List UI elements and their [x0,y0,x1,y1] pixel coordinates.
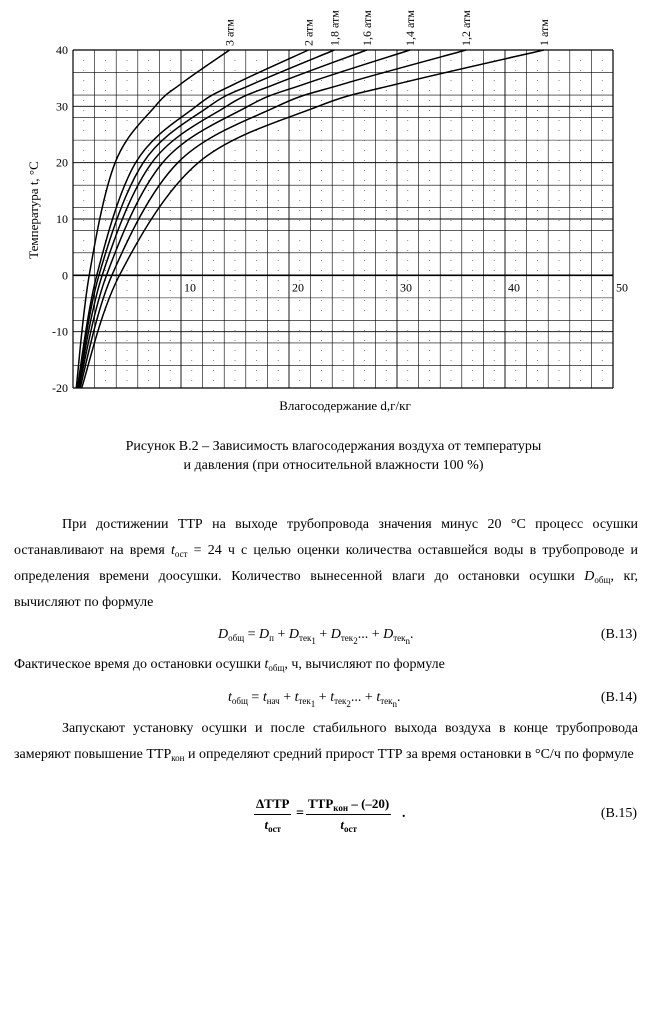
y-tick-label: 40 [56,43,68,57]
p1-text-a: При достижении ТТР на выходе трубопровода значения минус 20 °С процесс осушки останавливают на время [14,517,638,558]
f14-dots: ... + [350,690,377,705]
f13-sub-t2 [340,633,358,646]
p1-text-c: , кг, вычисляют по формуле [14,569,639,610]
series-label: 3 атм [222,19,237,46]
x-tick-label: 10 [184,280,196,295]
x-tick-label: 30 [400,280,412,295]
f15-lhs-denominator [254,815,291,833]
series-label: 1,2 атм [459,10,474,46]
paragraph-2 [14,652,638,678]
f13-end: . [410,627,414,642]
p2-text-a: Фактическое время до остановки осушки [14,657,265,672]
x-axis-label: Влагосодержание d,г/кг [279,398,411,413]
f15-rhs-num-sub: кон [333,803,349,813]
formula-b15-lhs [254,796,291,833]
p1-t-sub: ост [174,549,188,559]
f14-sub-tn-text: тек [380,696,393,706]
figure-caption [0,437,667,475]
f14-t1: t [262,690,267,705]
f15-rhs-den-sub: ост [343,824,357,834]
y-tick-label: -10 [52,324,68,339]
f13-plus1: + [274,627,289,642]
f14-sub-tn [380,696,398,709]
p2-t: t [264,657,269,672]
f15-lhs-den-t: t [264,817,269,832]
f14-sub-total: общ [231,696,248,706]
f14-sub-t2-text: тек [334,696,347,706]
f13-plus2: + [315,627,331,642]
p2-t-sub: общ [268,663,285,673]
f15-rhs-num-a: ТТР [308,796,334,811]
pressure-curves-chart [0,0,667,425]
f14-idx1: 1 [310,699,316,709]
f14-sub-start: нач [266,696,280,706]
p3-text-b: и определяют средний прирост ТТР за время остановки в °С/ч по формуле [184,747,634,762]
f14-t0: t [228,690,232,705]
f14-sub-t2 [334,696,351,709]
series-label: 1,6 атм [359,10,374,46]
f13-sub-t1-text: тек [299,633,312,643]
f15-rhs-denominator [306,815,391,833]
equation-number-b14: (В.14) [600,690,637,705]
p1-text-b: = 24 ч с целью оценки количества оставшейся воды в трубопроводе и определения времени доосушки. Количество вынесенной влаги до остановки осушки [14,543,638,584]
formula-b14 [228,690,401,709]
paragraph-1 [14,512,638,616]
p1-D-sub: общ [594,575,611,585]
f13-sub-total: общ [228,633,245,643]
f13-idxn: n [405,636,411,646]
f13-idx1: 1 [311,636,316,646]
p3-sub: кон [171,753,185,763]
x-tick-label: 40 [508,280,520,295]
y-tick-label: -20 [52,381,68,395]
f13-D3: D [330,627,341,642]
y-tick-label: 0 [62,268,68,283]
f15-rhs-num-b: – (–20) [348,796,390,811]
equation-number-b13: (В.13) [600,627,637,642]
paragraph-3 [14,716,638,768]
f14-t2: t [294,690,299,705]
f14-end: . [397,690,401,705]
f15-rhs-numerator [306,796,391,815]
f13-sub-n: п [269,633,274,643]
p1-t: t [170,543,175,558]
series-label: 2 атм [301,19,316,46]
f15-lhs-den-sub: ост [268,824,281,834]
f14-t3: t [330,690,335,705]
f15-lhs-numerator: ΔТТР [254,796,291,815]
f14-sub-t1 [298,696,316,709]
f13-eq: = [244,627,260,642]
x-tick-label: 20 [292,280,304,295]
f14-plus1: + [279,690,295,705]
series-label: 1,8 атм [327,10,342,46]
f14-eq: = [247,690,263,705]
formula-b13 [218,627,414,646]
f13-idx2: 2 [353,636,358,646]
f13-sub-t2-text: тек [340,633,354,643]
equation-number-b15: (В.15) [600,806,637,821]
series-label: 1 атм [536,19,551,46]
f13-sub-t1 [299,633,316,646]
formula-b15-rhs [306,796,391,833]
f14-sub-t1-text: тек [298,696,311,706]
y-tick-label: 20 [56,155,68,170]
y-tick-label: 30 [56,99,68,114]
f13-dots: ... + [357,627,384,642]
series-label: 1,4 атм [402,10,417,46]
y-tick-label: 10 [56,212,68,226]
f13-D0: D [218,627,229,642]
f14-idxn: n [392,699,398,709]
f13-sub-tn-text: тек [393,633,406,643]
f13-D1: D [259,627,270,642]
y-axis-label: Температура t, °С [26,161,41,259]
f15-rhs-den-t: t [340,817,344,832]
p1-D: D [584,569,595,584]
f15-eq: = [296,806,304,821]
f13-D4: D [383,627,394,642]
x-tick-label: 50 [616,280,628,295]
f14-t4: t [376,690,381,705]
f14-idx2: 2 [346,699,351,709]
f13-sub-tn [393,633,411,646]
p3-text-a: Запускают установку осушки и после стабильного выхода воздуха в конце трубопровода замеряют повышение ТТР [14,721,638,762]
p2-text-b: , ч, вычисляют по формуле [284,657,445,672]
f13-D2: D [288,627,300,642]
f15-end: . [402,806,406,821]
caption-line-1: Рисунок В.2 – Зависимость влагосодержания воздуха от температуры [125,439,542,454]
caption-line-2: и давления (при относительной влажности 100 %) [183,458,484,473]
f14-plus2: + [315,690,331,705]
